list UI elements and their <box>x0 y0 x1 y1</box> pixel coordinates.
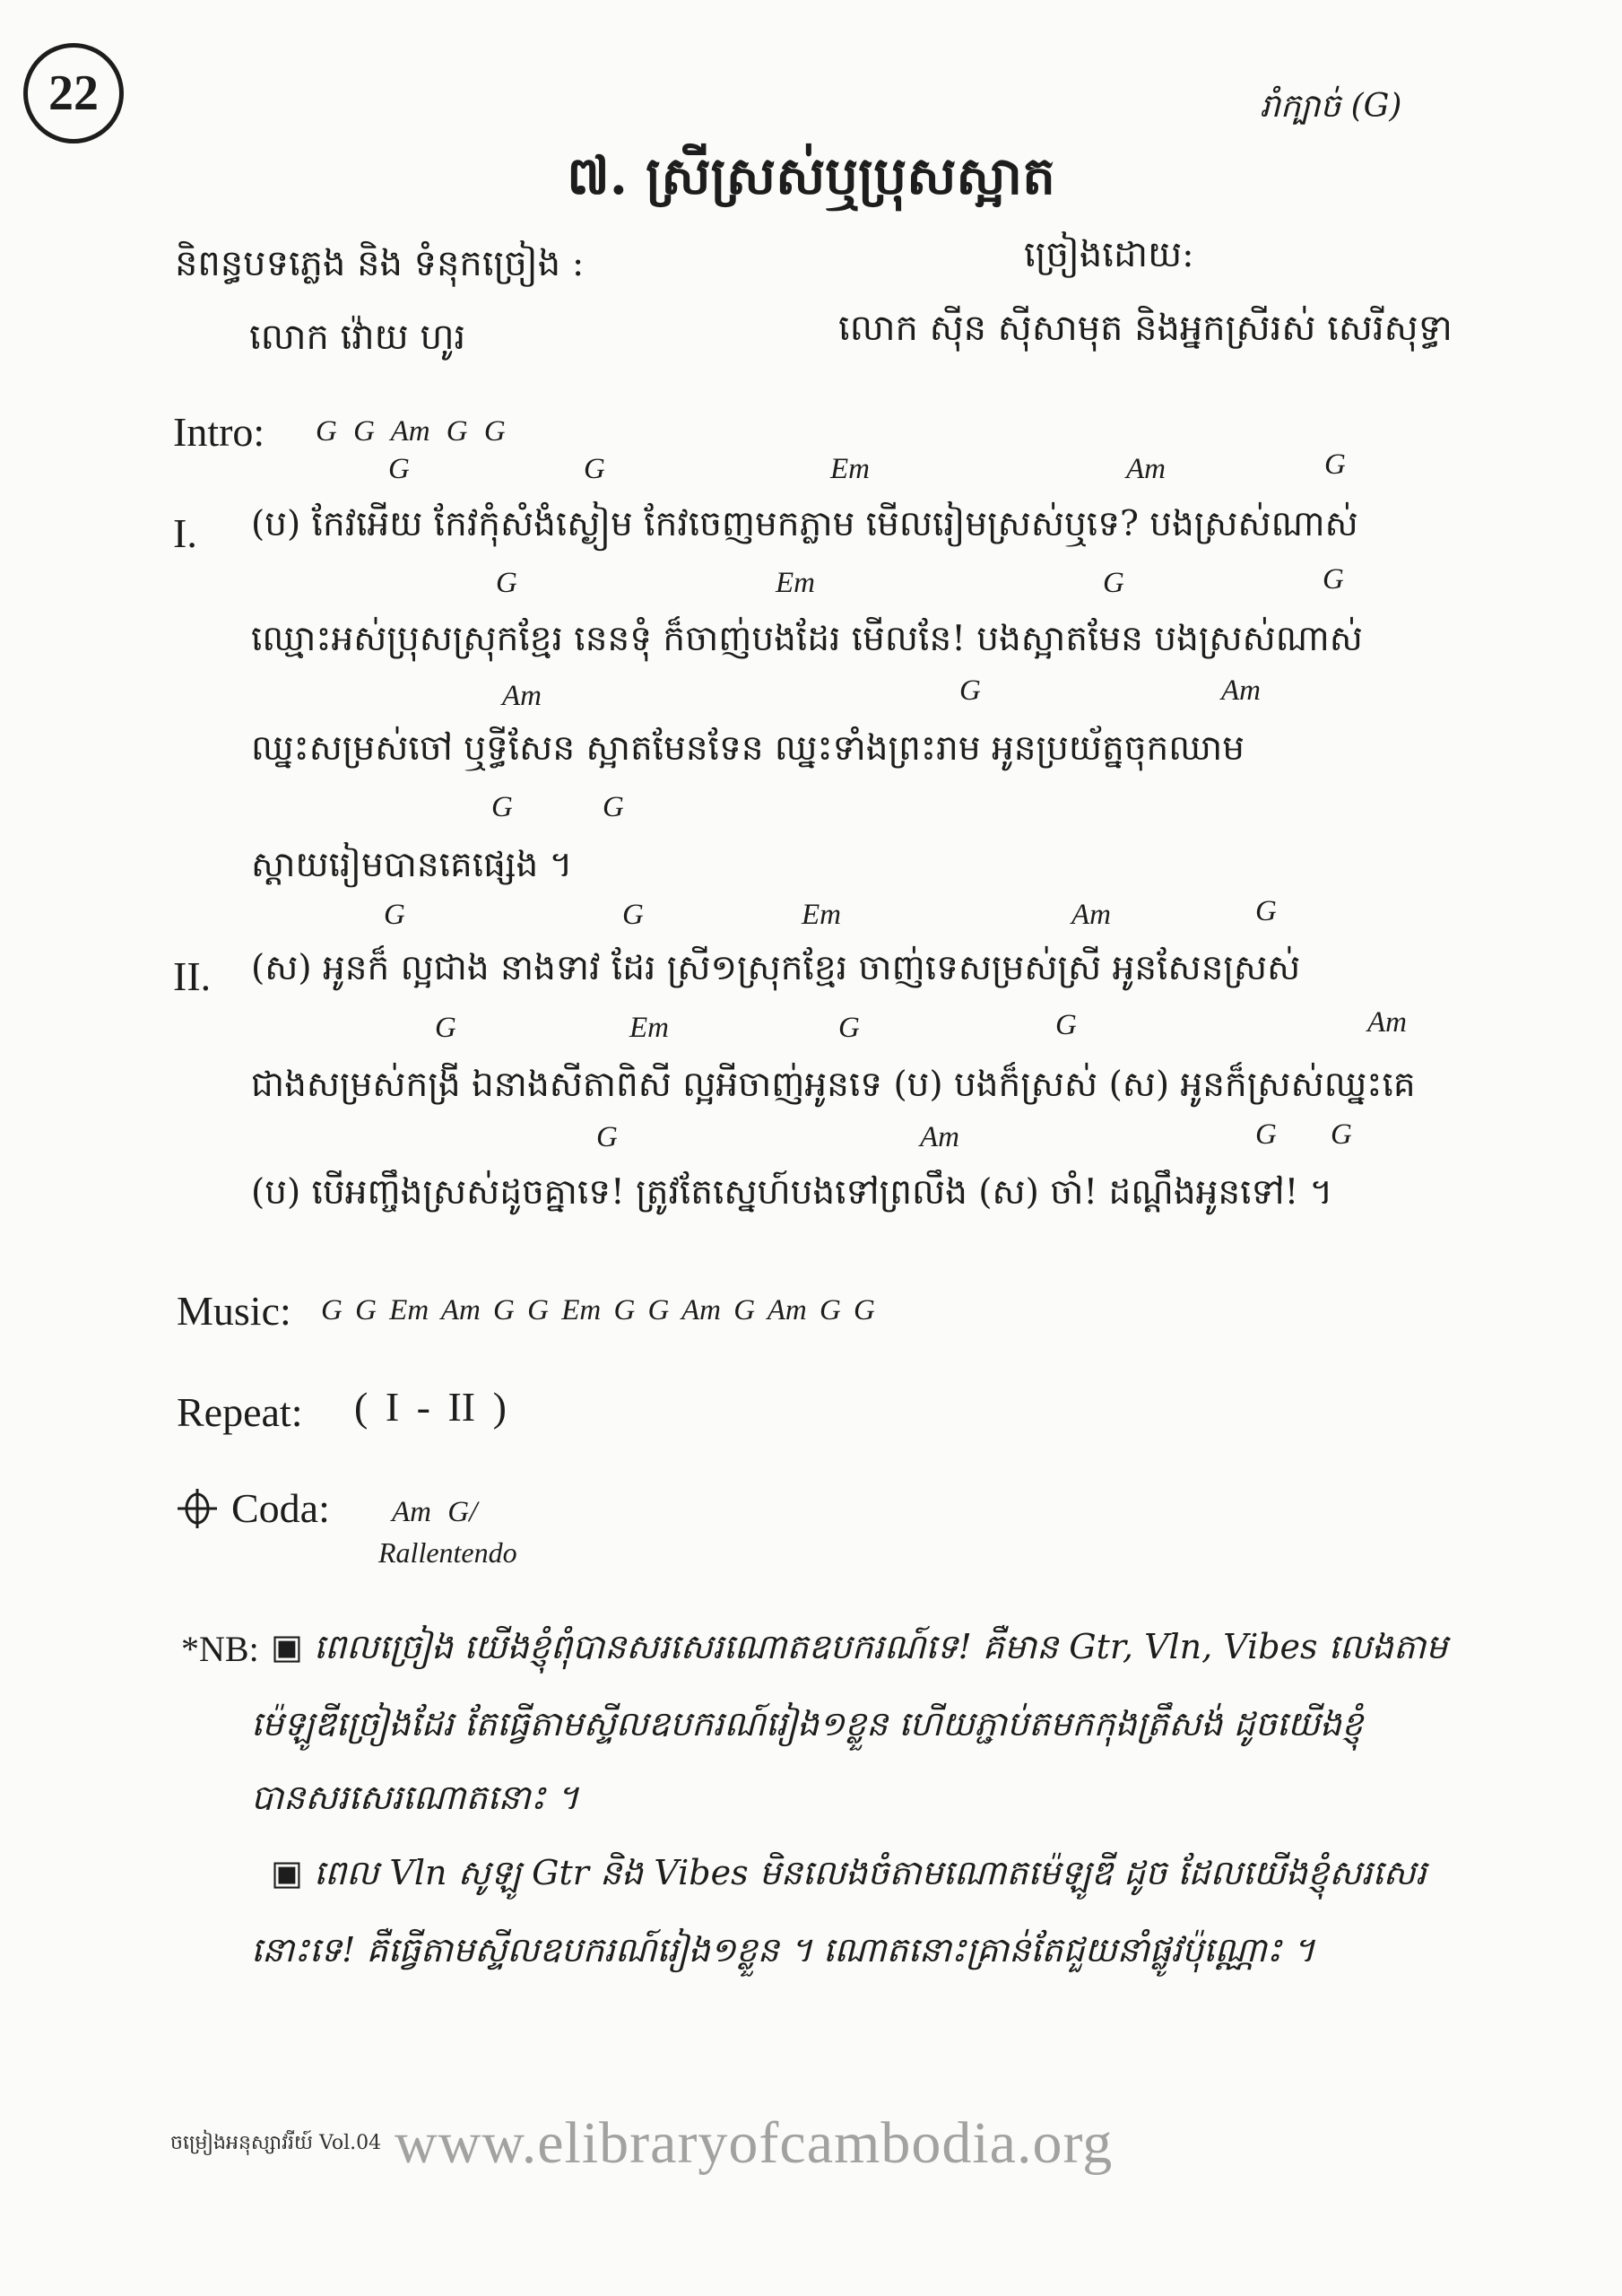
verse1-line-3: ឈ្នះសម្រស់ចៅ ឬទ្ធីសែន ស្អាតមែនទែន ឈ្នះទាំងព្រះរាម អូនប្រយ័ត្នចុកឈាម <box>251 728 1245 769</box>
nb-line-2: ម៉េឡូឌីច្រៀងដែរ តែធ្វើតាមស្ទីលឧបករណ៍រៀង១ខ្លួន ហើយភ្ជាប់តមកកុងត្រឹសង់ ដូចយើងខ្ញុំ <box>251 1704 1364 1744</box>
chord: G <box>491 791 513 823</box>
page-number-text: 22 <box>48 65 99 121</box>
chord: Am <box>920 1121 959 1153</box>
chord: G <box>1323 563 1344 596</box>
watermark: www.elibraryofcambodia.org <box>395 2110 1114 2176</box>
chord: G <box>496 567 517 599</box>
nb-line-1: ▣ ពេលច្រៀង យើងខ្ញុំពុំបានសរសេរណោតឧបករណ៍ទេ! គឺមាន Gtr, Vln, Vibes លេងតាម <box>271 1627 1448 1666</box>
song-key: រាំក្បាច់ (G) <box>1260 88 1402 125</box>
chord: Em <box>830 453 870 485</box>
coda-chords: Am G/ <box>392 1496 478 1528</box>
composer-label: និពន្ធបទភ្លេង និង ទំនុកច្រៀង : <box>175 243 585 284</box>
chord: G <box>1103 567 1124 599</box>
repeat-label: Repeat: <box>177 1389 303 1435</box>
chord: G <box>603 791 624 823</box>
nb-line-4: ▣ ពេល Vln សូឡូ Gtr និង Vibes មិនលេងចំតាមណោតម៉េឡូឌី ដូច ដែលយើងខ្ញុំសរសេរ <box>271 1853 1427 1892</box>
chord: G <box>435 1012 456 1044</box>
singers-label: ច្រៀងដោយ: <box>1024 234 1194 275</box>
chord: G <box>622 899 644 931</box>
chord: G <box>1255 895 1277 927</box>
chord: Am <box>1126 453 1166 485</box>
chord: Am <box>1071 899 1111 931</box>
chord: G <box>838 1012 860 1044</box>
coda-label: Coda: <box>231 1485 330 1531</box>
verse1-label: I. <box>173 510 197 556</box>
chord: G <box>596 1121 618 1153</box>
chord: G <box>1331 1118 1352 1151</box>
chord: G <box>1055 1009 1077 1041</box>
verse1-line-1: (ប) កែវអើយ កែវកុំសំងំស្ងៀម កែវចេញមកភ្លាម មើលរៀមស្រស់ឬទេ? បងស្រស់ណាស់ <box>251 504 1358 544</box>
repeat-value: ( I - II ) <box>354 1384 507 1430</box>
verse2-line-1: (ស) អូនក៏ ល្អជាង នាងទាវ ដែរ ស្រី១ស្រុកខ្មែរ ចាញ់ទេសម្រស់ស្រី អូនសែនស្រស់ <box>251 948 1301 988</box>
music-chords: G G Em Am G G Em G G Am G Am G G <box>321 1294 875 1326</box>
chord: G <box>959 674 981 707</box>
song-title: ៧. ស្រីស្រស់ឬប្រុសស្អាត <box>567 145 1055 206</box>
nb-line-5: នោះទេ! គឺធ្វើតាមស្ទីលឧបករណ៍រៀង១ខ្លួន ។ ណោតនោះគ្រាន់តែជួយនាំផ្លូវប៉ុណ្ណោះ ។ <box>251 1930 1315 1970</box>
intro-chords: G G Am G G <box>316 415 506 448</box>
chord: G <box>384 899 405 931</box>
chord: Am <box>502 680 542 712</box>
composer-name: លោក វ៉ោយ ហូរ <box>249 317 466 358</box>
chord: Em <box>776 567 815 599</box>
chord: G <box>1324 448 1346 481</box>
verse1-line-4: ស្ដាយរៀមបានគេផ្សេង ។ <box>251 845 573 885</box>
chord: Em <box>629 1012 669 1044</box>
verse2-line-3: (ប) បើអញ្ចឹងស្រស់ដូចគ្នាទេ! ត្រូវតែស្នេហ៍បងទៅព្រលឹង (ស) ចាំ! ដណ្ដឹងអូនទៅ! ។ <box>251 1172 1333 1213</box>
chord: G <box>388 453 410 485</box>
chord: Em <box>802 899 841 931</box>
verse2-label: II. <box>173 953 212 999</box>
verse2-line-2: ជាងសម្រស់កង្រី ឯនាងសីតាពិសី ល្អអីចាញ់អូនទេ (ប) បងក៏ស្រស់ (ស) អូនក៏ស្រស់ឈ្នះគេ <box>251 1065 1416 1105</box>
chord: G <box>584 453 605 485</box>
chord: Am <box>1221 674 1261 707</box>
chord: Am <box>1367 1006 1407 1039</box>
intro-label: Intro: <box>173 409 265 455</box>
coda-note: Rallentendo <box>378 1536 517 1569</box>
singers-names: លោក ស៊ីន ស៊ីសាមុត និងអ្នកស្រីរស់ សេរីសុទ្ធា <box>838 308 1453 349</box>
music-label: Music: <box>177 1288 291 1334</box>
verse1-line-2: ឈ្មោះអស់ប្រុសស្រុកខ្មែរ នេនទុំ ក៏ចាញ់បងដែរ មើលនែ! បងស្អាតមែន បងស្រស់ណាស់ <box>251 619 1363 659</box>
nb-label: *NB: <box>181 1629 259 1669</box>
coda-icon <box>176 1487 219 1530</box>
nb-line-3: បានសរសេរណោតនោះ ។ <box>251 1778 579 1817</box>
footer-book: ចម្រៀងអនុស្សាវរីយ៍ Vol.04 <box>170 2132 382 2154</box>
chord: G <box>1255 1118 1277 1151</box>
page-number <box>23 43 124 144</box>
